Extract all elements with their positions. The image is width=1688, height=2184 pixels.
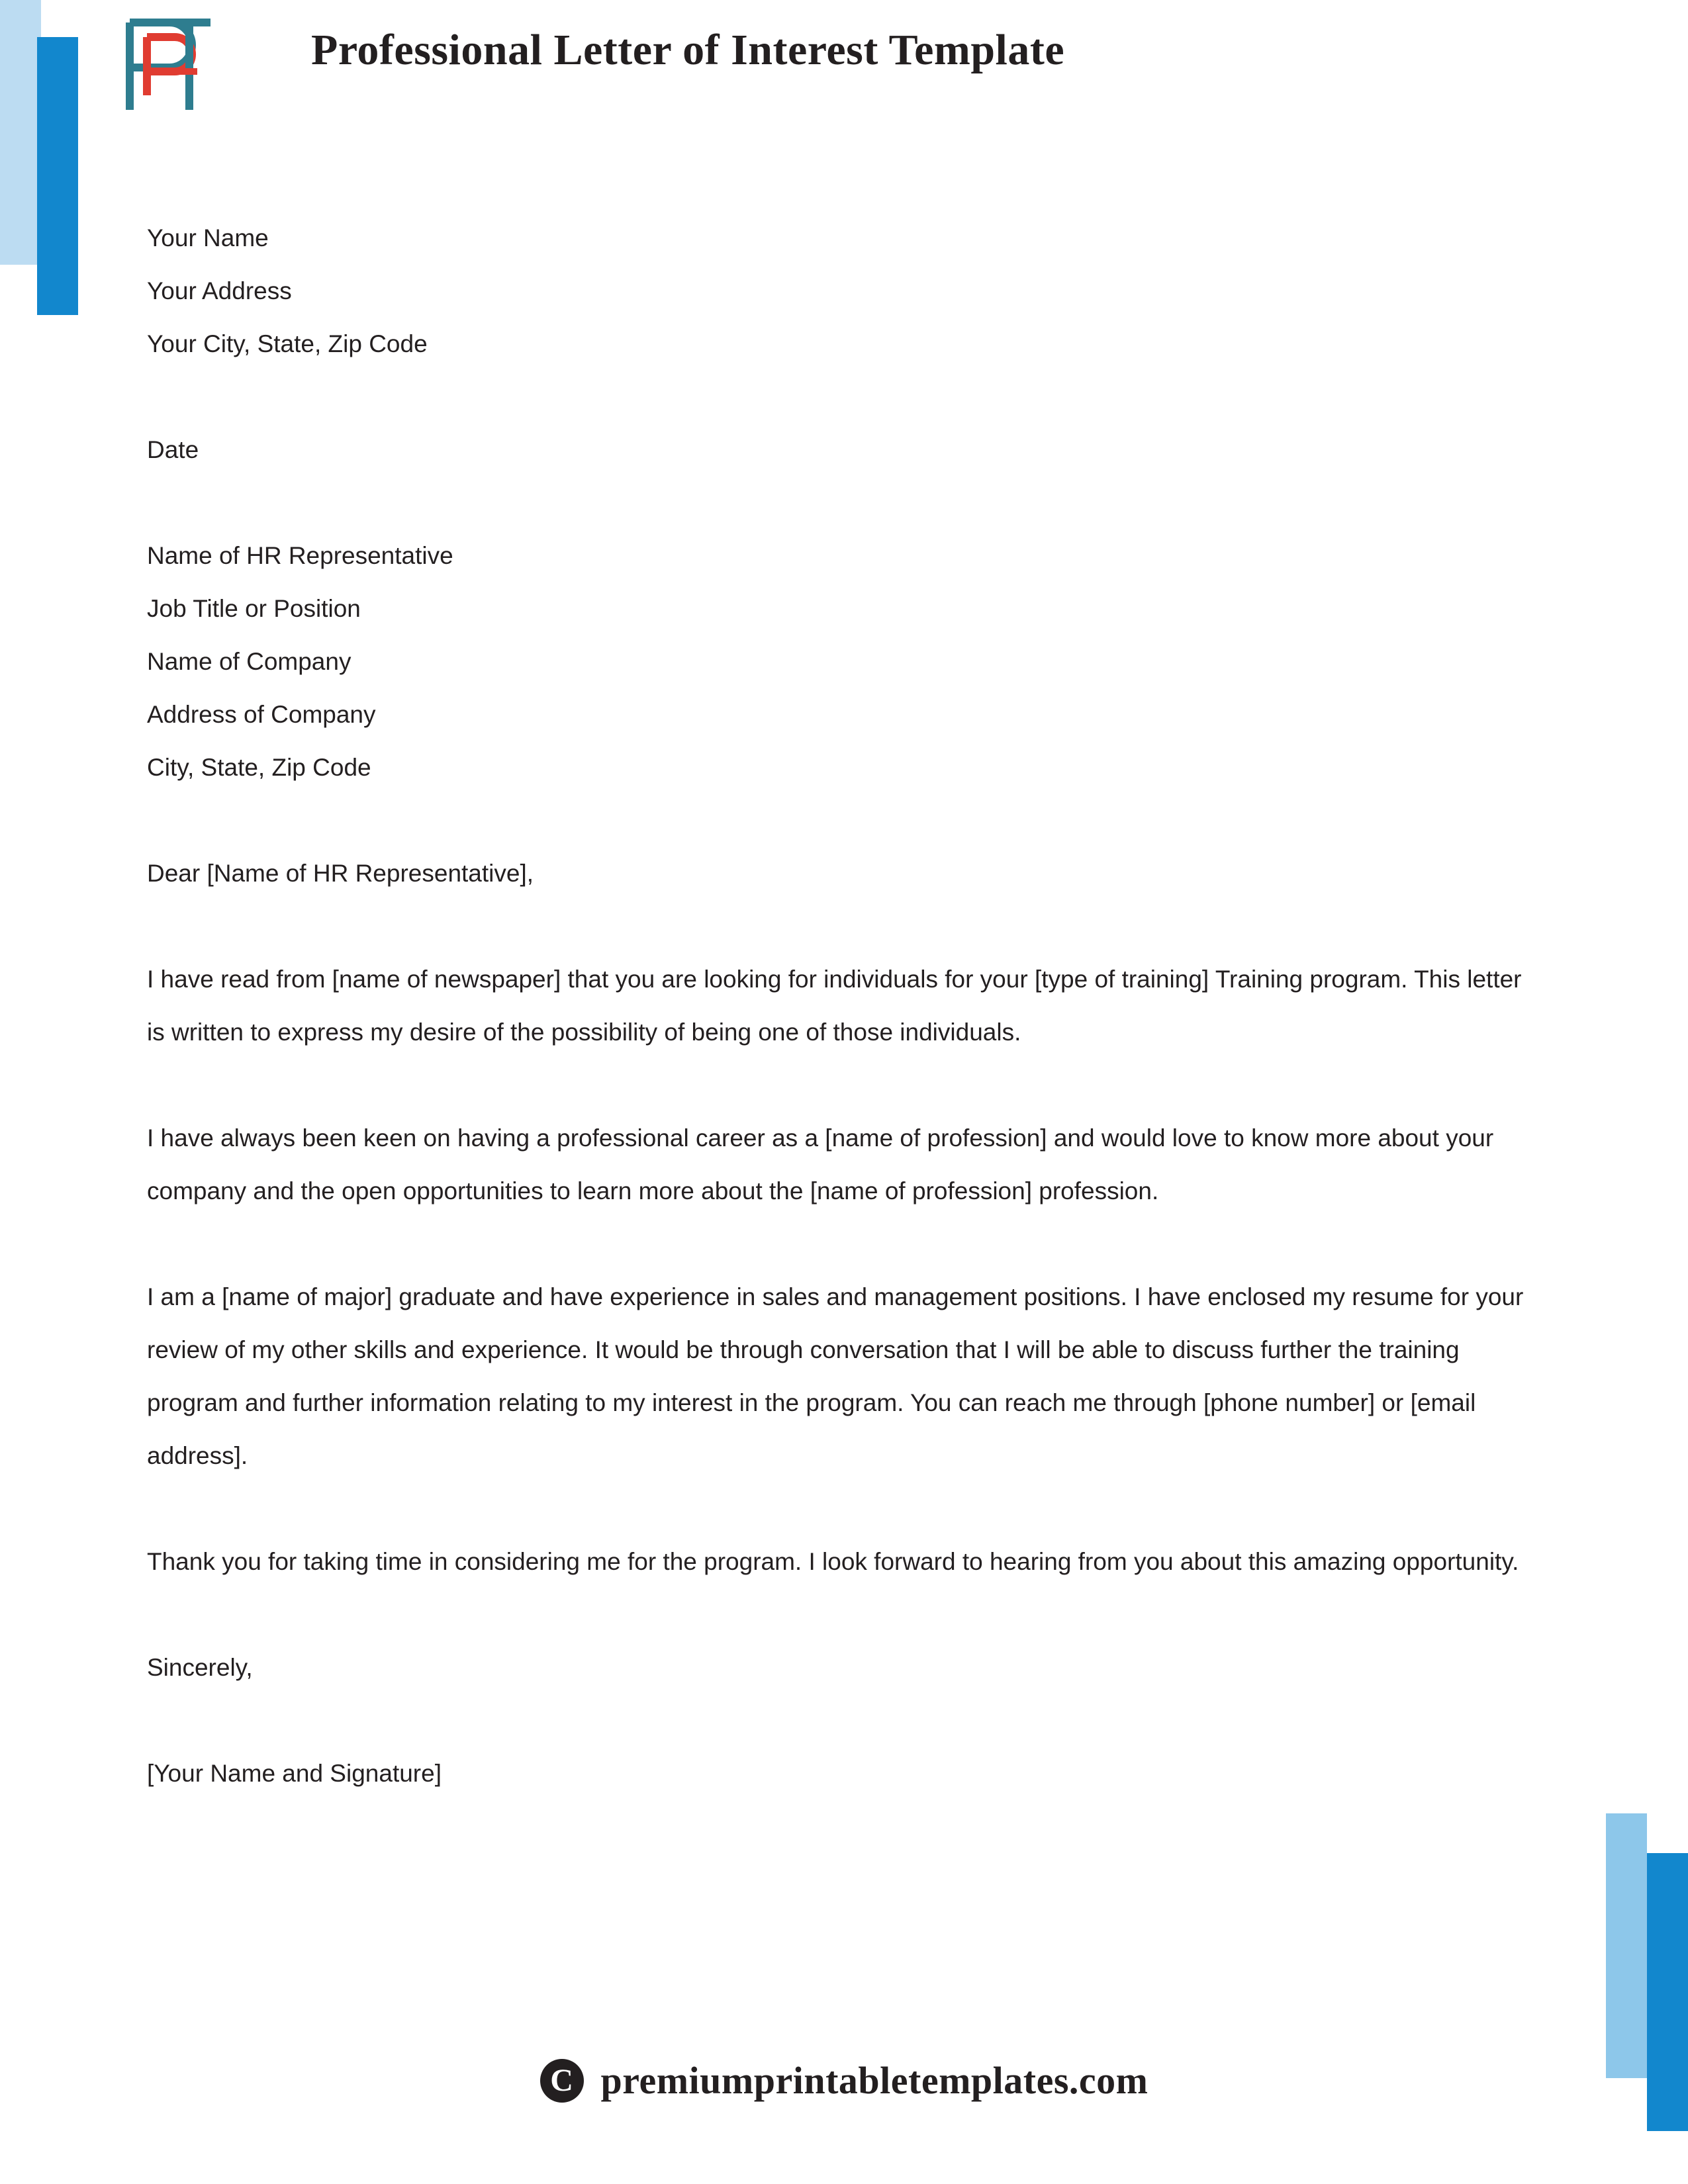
date-block: [147, 424, 1537, 477]
body-paragraph: I have read from [name of newspaper] that you are looking for individuals for your [type of training] Training program. This letter is written to express my desire of the possibility of being one of those individuals.: [147, 966, 1522, 1046]
document-header: [0, 0, 1688, 152]
sender-line: Your Address: [147, 277, 292, 304]
salutation: Dear [Name of HR Representative],: [147, 860, 534, 887]
signature-block: [147, 1747, 1537, 1800]
copyright-icon: C: [540, 2059, 584, 2103]
premium-printable-templates-logo-icon: [118, 13, 237, 119]
salutation-block: [147, 847, 1537, 900]
recipient-line: Address of Company: [147, 701, 376, 728]
recipient-block: [147, 529, 1537, 794]
sender-line: Your Name: [147, 224, 269, 251]
recipient-line: Name of Company: [147, 648, 352, 675]
recipient-line: Job Title or Position: [147, 595, 361, 622]
recipient-line: Name of HR Representative: [147, 542, 453, 569]
sender-block: [147, 212, 1537, 371]
letter-date: Date: [147, 436, 199, 463]
closing: Sincerely,: [147, 1654, 253, 1681]
page-title: Professional Letter of Interest Template: [311, 26, 1065, 74]
decorative-bar-right-pale: [1606, 1813, 1647, 2078]
sender-line: Your City, State, Zip Code: [147, 330, 428, 357]
letter-body: [147, 212, 1537, 1800]
signature-placeholder: [Your Name and Signature]: [147, 1760, 442, 1787]
body-paragraph: I have always been keen on having a professional career as a [name of profession] and would love to know more about your company and the open opportunities to learn more about the [name of profession] profession.: [147, 1124, 1494, 1205]
recipient-line: City, State, Zip Code: [147, 754, 371, 781]
closing-block: [147, 1641, 1537, 1694]
body-paragraph: I am a [name of major] graduate and have experience in sales and management positions. I have enclosed my resume for your review of my other skills and experience. It would be through conversation that I will be able to discuss further the training program and further information relating to my interest in the program. You can reach me through [phone number] or [email address].: [147, 1283, 1524, 1469]
footer-website: premiumprintabletemplates.com: [600, 2059, 1149, 2102]
document-footer: [0, 2058, 1688, 2103]
body-paragraph: Thank you for taking time in considering me for the program. I look forward to hearing from you about this amazing opportunity.: [147, 1548, 1519, 1575]
